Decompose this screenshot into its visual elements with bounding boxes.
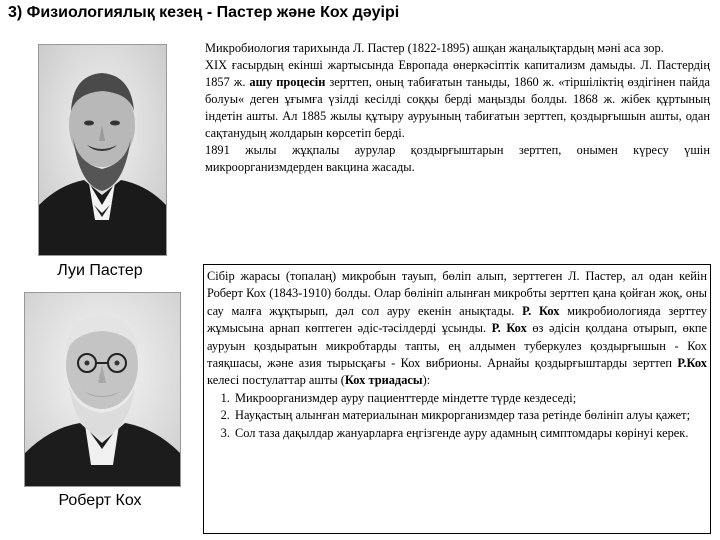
bold-span: Кох триадасы — [344, 373, 423, 388]
koch-postulates-list — [207, 390, 707, 442]
koch-caption: Роберт Кох — [58, 492, 142, 509]
paragraph — [207, 268, 707, 390]
text-span: ): — [422, 373, 431, 388]
slide-title: 3) Физиологиялық кезең - Пастер және Кох дәуірі — [8, 4, 400, 21]
bold-span: ашу процесін — [249, 75, 326, 89]
text-span: өз әдісін қолдана отырып, өкпе ауруын қоздыратын микробтарды тапты, ең алдымен туберкулез қоздырғышын - Кох таяқшасы, және азия тырысқағы - Кох вибрионы. Арнайы қоздырғыштарды зерттеп — [207, 321, 707, 371]
pasteur-caption: Луи Пастер — [57, 262, 143, 279]
paragraph — [205, 57, 710, 142]
pasteur-text-block — [205, 40, 710, 176]
text-span: микробиологияда зерттеу жұмысына арнап көптеген әдіс-тәсілдерді ұсынды. — [207, 303, 707, 336]
koch-portrait — [24, 292, 181, 487]
list-item: 1. Микроорганизмдер ауру пациенттерде міндетте түрде кездеседі; — [233, 390, 707, 407]
text-span: зерттеп, оның табиғатын таныды, 1860 ж. «тіршіліктің өздігінен пайда болуы« деген ұғымға үзілді кесілді соққы берді маңызды болды. 1868 ж. жібек құртының індетін ашты. Ал 1885 жылы құтыру ауруының табиғатын зерттеп, қоздырғышын ашты, одан сақтанудың жолдарын көрсетіп берді. — [205, 75, 710, 140]
bold-span: Р. Кох — [522, 303, 560, 318]
list-item: 2. Науқастың алынған материалынан микрорганизмдер таза ретінде бөлініп алуы қажет; — [233, 407, 707, 424]
text-span: келесі постулаттар ашты ( — [207, 373, 345, 388]
bold-span: Р.Кох — [677, 356, 707, 371]
paragraph: Микробиология тарихында Л. Пастер (1822-1895) ашқан жаңалықтардың мәні аса зор. — [205, 41, 664, 55]
pasteur-portrait — [38, 44, 167, 256]
bold-span: Р. Кох — [491, 321, 527, 336]
paragraph: 1891 жылы жұқпалы аурулар қоздырғыштарын зерттеп, онымен күресу үшін микроорганизмдерден вакцина жасады. — [205, 143, 710, 174]
text-span: Сібір жарасы (топалаң) микробын тауып, бөліп алып, зерттеген Л. Пастер, ал одан кейін Роберт Кох (1843-1910) болды. Олар бөлініп алынған микробты зерттеп қана қойған жоқ, оны сау малға жұқтырып, дәл сол ауру екенін анықтады. — [207, 269, 707, 318]
koch-text-block — [203, 264, 711, 534]
list-item: 3. Сол таза дақылдар жануарларға еңгізгенде ауру адамның симптомдары көрінуі керек. — [233, 425, 707, 442]
text-span: XIX ғасырдың екінші жартысында Европада өнеркәсіптік капитализм дамыды. Л. Пастердің 1857 ж. — [205, 58, 710, 89]
